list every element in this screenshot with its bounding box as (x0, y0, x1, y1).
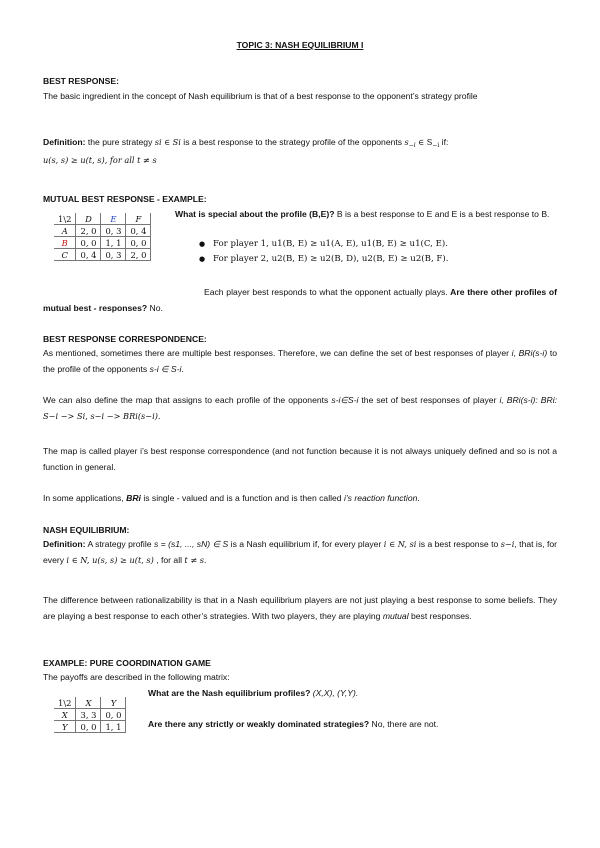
definition-if: if: (441, 137, 449, 147)
definition-middle: is a best response to the strategy profile of the opponents (183, 137, 403, 147)
mutual-bullets (199, 237, 559, 267)
matrix1-col-f: F (126, 213, 151, 225)
coordination-question-1: What are the Nash equilibrium profiles? (X,X), (Y,Y). (148, 688, 359, 698)
payoff-matrix-2 (54, 697, 126, 733)
correspondence-p4: In some applications, BRi is single - valued and is a function and is then called i’s reaction function. (43, 493, 420, 503)
best-response-inequality: u(s, s) ≥ u(t, s), for all t ≠ s (43, 155, 157, 165)
matrix1-cell: 0, 4 (76, 249, 101, 261)
matrix2-cell: 0, 0 (76, 721, 101, 733)
nash-paragraph: The difference between rationalizability is that in a Nash equilibrium players are not just playing a best response to some beliefs. They are playing a best response to each other’s strategies. With two players, they are playing mutual best responses. (43, 595, 557, 621)
definition-in-si: ∈ Si (163, 137, 181, 147)
page-title: TOPIC 3: NASH EQUILIBRIUM I (236, 40, 364, 50)
bullet-player-2: ● For player 2, u2(B, E) ≥ u2(B, D), u2(B, E) ≥ u2(B, F). (199, 252, 559, 267)
matrix2-row-y: Y (54, 721, 76, 733)
matrix2-row-x: X (54, 709, 76, 721)
correspondence-p2: We can also define the map that assigns to each profile of the opponents s-i∈S-i the set of best responses of player i, BRi(s-i): BRi: S−i −> Si, s−i −> BRi(s−i). (43, 395, 557, 421)
coordination-heading: EXAMPLE: PURE COORDINATION GAME (43, 658, 211, 668)
definition-in-s-minus-i: ∈ $S_{-i}$ (418, 137, 440, 149)
correspondence-p1: As mentioned, sometimes there are multiple best responses. Therefore, we can define the set of best responses of player i, BRi(s-i) to the profile of the opponents s-i ∈ S-i. (43, 348, 557, 374)
matrix1-cell: 2, 0 (76, 225, 101, 237)
best-response-paragraph: The basic ingredient in the concept of Nash equilibrium is that of a best response to the opponent’s strategy profile (43, 91, 478, 101)
mutual-question: What is special about the profile (B,E)? B is a best response to E and E is a best response to B. (175, 209, 550, 219)
correspondence-p3: The map is called player i’s best response correspondence (and not function because it is not always uniquely defined and so is not a function in general. (43, 446, 557, 472)
definition-s-minus-i: $s_{-i}$ (404, 137, 416, 149)
nash-definition: Definition: A strategy profile s = (s1, ..., sN) ∈ S is a Nash equilibrium if, for every player i ∈ N, si is a best response to s−i, that is, for every i ∈ N, u(s, s) ≥ u(t, s) , for all t ≠ s. (43, 539, 557, 565)
matrix1-col-e: E (101, 213, 126, 225)
coordination-intro: The payoffs are described in the following matrix: (43, 672, 230, 682)
definition-text: the pure strategy (87, 137, 153, 147)
matrix1-col-d: D (76, 213, 101, 225)
best-response-definition (43, 134, 563, 154)
correspondence-heading: BEST RESPONSE CORRESPONDENCE: (43, 334, 207, 344)
matrix2-col-x: X (76, 697, 101, 709)
matrix1-cell: 0, 0 (76, 237, 101, 249)
matrix2-cell: 0, 0 (101, 709, 126, 721)
matrix2-col-y: Y (101, 697, 126, 709)
coordination-question-2: Are there any strictly or weakly dominated strategies? No, there are not. (148, 719, 439, 729)
payoff-matrix-1 (54, 213, 151, 261)
matrix1-cell: 0, 4 (126, 225, 151, 237)
mutual-best-response-heading: MUTUAL BEST RESPONSE - EXAMPLE: (43, 194, 207, 204)
bullet-player-1: ● For player 1, u1(B, E) ≥ u1(A, E), u1(B, E) ≥ u1(C, E). (199, 237, 559, 252)
matrix1-cell: 1, 1 (101, 237, 126, 249)
matrix2-corner: 1\2 (54, 697, 76, 709)
matrix1-row-b: B (54, 237, 76, 249)
matrix1-cell: 2, 0 (126, 249, 151, 261)
definition-label: Definition: (43, 137, 86, 147)
definition-si: si (154, 137, 162, 147)
mutual-paragraph: Each player best responds to what the opponent actually plays. Are there other profiles of mutual best - responses? No. (43, 287, 557, 313)
matrix2-cell: 3, 3 (76, 709, 101, 721)
matrix2-cell: 1, 1 (101, 721, 126, 733)
matrix1-cell: 0, 0 (126, 237, 151, 249)
best-response-heading: BEST RESPONSE: (43, 76, 119, 86)
matrix1-row-a: A (54, 225, 76, 237)
matrix1-row-c: C (54, 249, 76, 261)
matrix1-cell: 0, 3 (101, 249, 126, 261)
nash-heading: NASH EQUILIBRIUM: (43, 525, 130, 535)
matrix1-cell: 0, 3 (101, 225, 126, 237)
matrix1-corner: 1\2 (54, 213, 76, 225)
